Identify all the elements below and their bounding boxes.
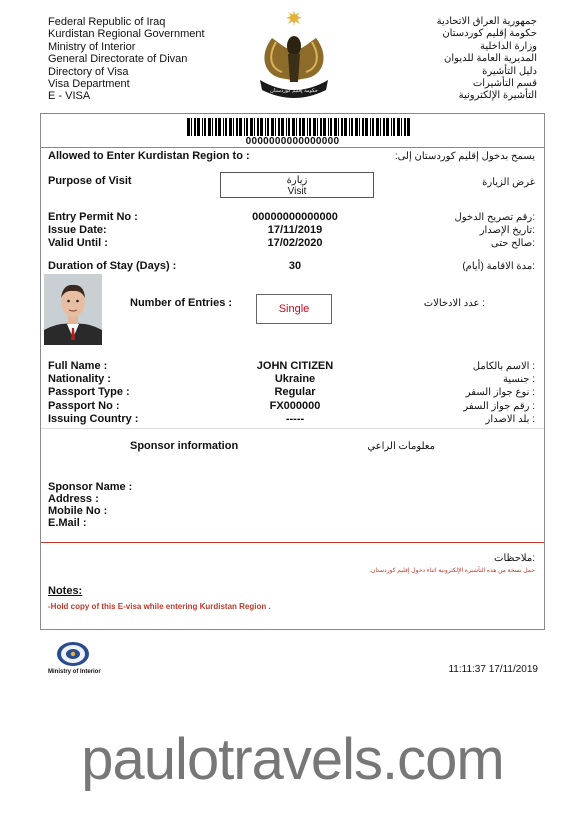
passport-no-label: Passport No : — [48, 400, 120, 412]
header-line-5: Directory of Visa — [48, 65, 129, 78]
nationality-label: Nationality : — [48, 373, 111, 385]
applicant-photo — [44, 274, 102, 345]
issuing-country-label: Issuing Country : — [48, 413, 139, 425]
entry-permit-label: Entry Permit No : — [48, 211, 138, 223]
sponsor-email-label: E.Mail : — [48, 517, 87, 529]
issue-date-label-ar: :تاريخ الإصدار — [479, 225, 535, 236]
barcode-number: 0000000000000000 — [245, 136, 340, 147]
barcode-icon — [187, 118, 413, 136]
purpose-label: Purpose of Visit — [48, 175, 132, 187]
notes-label: Notes: — [48, 585, 83, 597]
ministry-label: Ministry of Interior — [48, 669, 101, 675]
divider — [41, 542, 544, 543]
ministry-logo-icon — [53, 641, 93, 669]
issuing-country-label-ar: : بلد الاصدار — [485, 414, 535, 425]
entry-permit-value: 00000000000000 — [252, 211, 338, 223]
entry-permit-label-ar: :رقم تصريح الدخول — [454, 212, 535, 223]
sponsor-title: Sponsor information — [130, 440, 239, 452]
header-ar-line-1: جمهورية العراق الاتحادية — [436, 16, 537, 27]
purpose-value-ar: زيارة — [286, 175, 308, 186]
full-name-value: JOHN CITIZEN — [256, 360, 334, 372]
sponsor-name-label: Sponsor Name : — [48, 481, 133, 493]
header-line-7: E - VISA — [48, 90, 91, 103]
issuing-country-value: ----- — [285, 413, 305, 425]
full-name-label-ar: : الاسم بالكامل — [472, 361, 535, 372]
sponsor-title-ar: معلومات الراعي — [367, 441, 435, 452]
full-name-label: Full Name : — [48, 360, 108, 372]
header-ar-line-5: دليل التأشيرة — [482, 65, 537, 77]
header-line-1: Federal Republic of Iraq — [48, 16, 166, 28]
purpose-value: Visit — [287, 186, 307, 197]
duration-label-ar: :مدة الاقامة (أيام) — [462, 261, 535, 272]
header-line-2: Kurdistan Regional Government — [48, 28, 205, 41]
entries-label: Number of Entries : — [130, 297, 233, 309]
header-ar-line-6: قسم التأشيرات — [472, 78, 537, 90]
nationality-label-ar: : جنسية — [502, 374, 535, 385]
notes-line: -Hold copy of this E-visa while entering Kurdistan Region . — [48, 602, 271, 611]
krg-emblem-icon — [252, 8, 336, 102]
valid-until-label-ar: :صالح حتى — [490, 238, 535, 249]
remarks-label-ar: :ملاحظات — [494, 553, 535, 564]
svg-text:حكومة إقليم كوردستان: حكومة إقليم كوردستان — [270, 88, 318, 94]
entries-label-ar: : عدد الادخالات — [423, 298, 485, 309]
header-line-3: Ministry of Interior — [48, 40, 136, 53]
passport-type-label-ar: : نوع جواز السفر — [465, 387, 535, 398]
header-ar-line-3: وزارة الداخلية — [479, 40, 537, 52]
header-english — [48, 16, 205, 103]
passport-type-value: Regular — [274, 386, 316, 398]
duration-label: Duration of Stay (Days) : — [48, 260, 177, 272]
passport-no-label-ar: : رقم جواز السفر — [463, 401, 535, 412]
header-line-4: General Directorate of Divan — [48, 53, 188, 66]
divider — [41, 147, 544, 148]
header-arabic — [437, 16, 537, 103]
duration-value: 30 — [288, 260, 302, 272]
entries-value: Single — [256, 294, 332, 324]
purpose-value-box — [220, 172, 374, 198]
header-ar-line-2: حكومة إقليم كوردستان — [442, 28, 537, 40]
passport-no-value: FX000000 — [269, 400, 321, 412]
sponsor-mobile-label: Mobile No : — [48, 505, 108, 517]
passport-type-label: Passport Type : — [48, 386, 130, 398]
divider — [41, 428, 544, 429]
issue-date-label: Issue Date: — [48, 224, 107, 236]
watermark-text: paulotravels.com — [81, 727, 504, 792]
purpose-label-ar: غرض الزيارة — [482, 177, 535, 188]
sponsor-address-label: Address : — [48, 493, 99, 505]
allowed-label-ar: يسمح بدخول إقليم كوردستان إلى: — [394, 151, 535, 162]
allowed-label: Allowed to Enter Kurdistan Region to : — [48, 150, 250, 162]
issue-date-value: 17/11/2019 — [267, 224, 323, 236]
nationality-value: Ukraine — [274, 373, 316, 385]
valid-until-label: Valid Until : — [48, 237, 108, 249]
header-ar-line-4: المديرية العامة للديوان — [444, 53, 537, 65]
header-ar-line-7: التأشيرة الإلكترونية — [458, 90, 537, 102]
valid-until-value: 17/02/2020 — [267, 237, 323, 249]
print-timestamp: 11:11:37 17/11/2019 — [448, 664, 538, 675]
header-line-6: Visa Department — [48, 78, 130, 91]
remarks-note-ar: حمل نسخة من هذه التأشيرة الإلكترونية اثناء دخول إقليم كوردستان. — [369, 568, 535, 574]
